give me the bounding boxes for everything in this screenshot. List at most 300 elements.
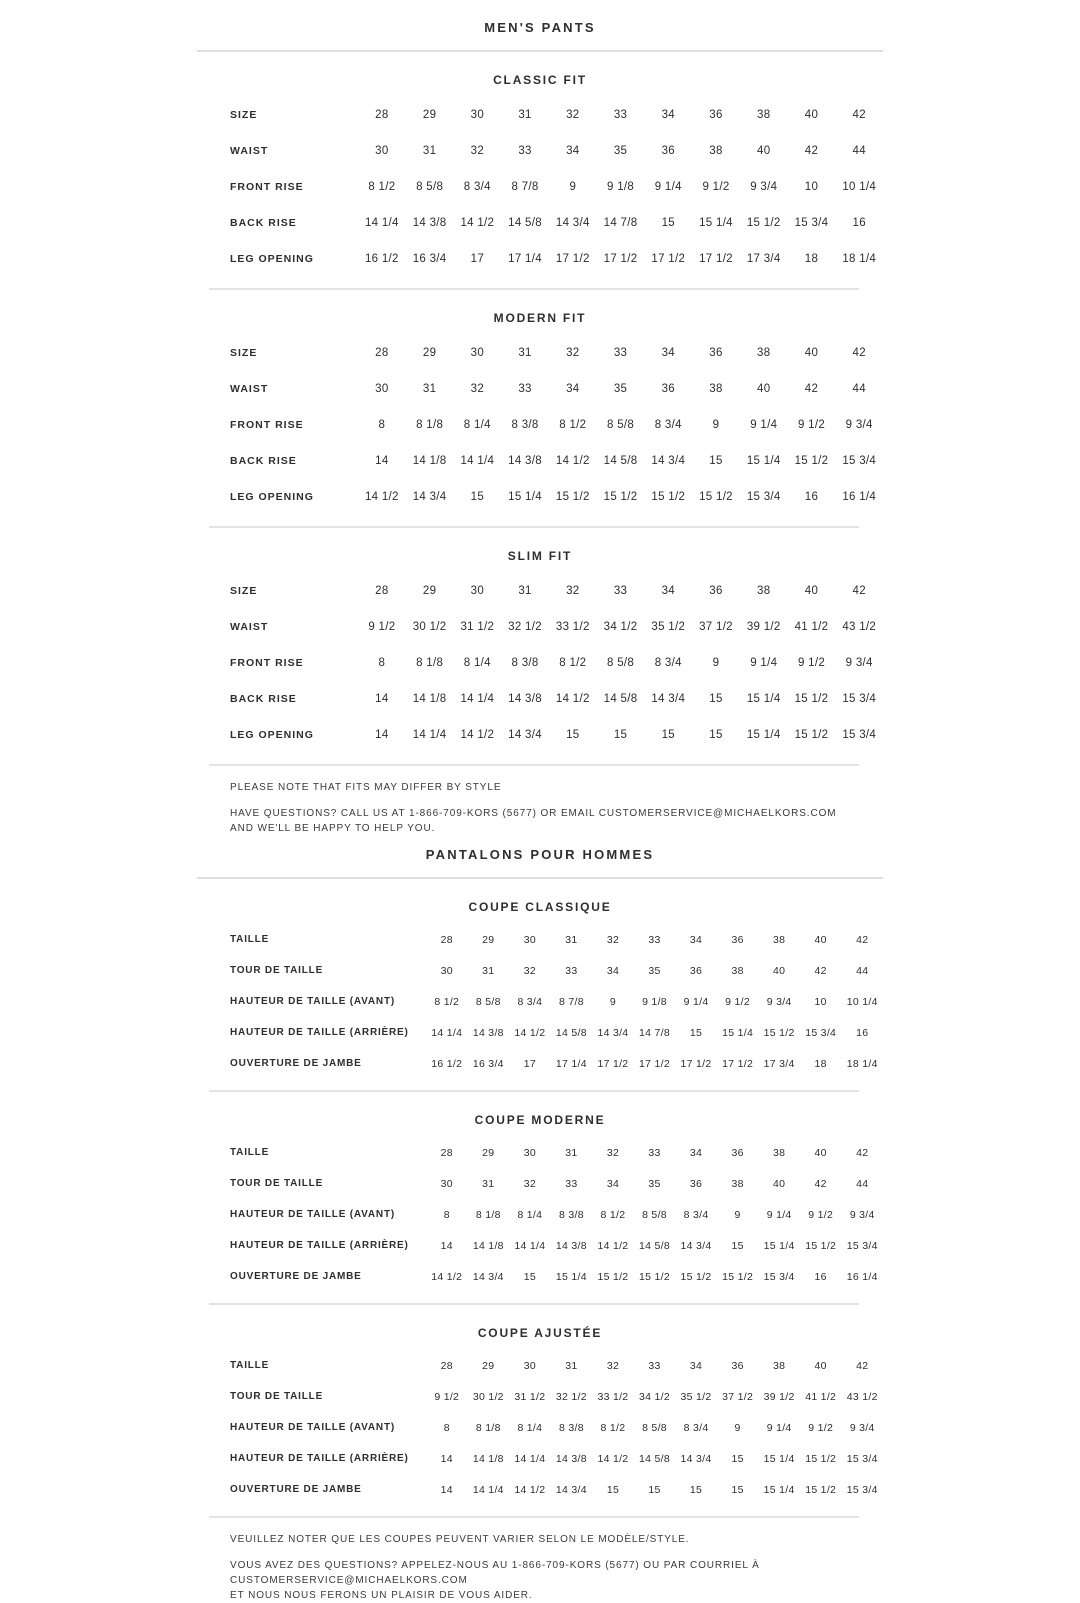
value-cell: 8 5/8 — [607, 657, 635, 669]
value-cell: 34 — [689, 1359, 703, 1372]
table-row-front-rise — [197, 645, 883, 681]
value-cell: 16 3/4 — [412, 253, 447, 265]
value-cell: 10 — [804, 181, 819, 193]
value-cell: 15 1/2 — [639, 1270, 670, 1283]
table-row-size — [197, 97, 883, 133]
value-cell: 15 1/4 — [746, 729, 781, 741]
table-row-taille — [197, 924, 883, 955]
value-cell: 30 — [440, 964, 453, 977]
value-cell: 35 1/2 — [651, 621, 686, 633]
value-cell: 15 — [613, 729, 628, 741]
value-cell: 38 — [757, 347, 771, 359]
value-cell: 37 1/2 — [699, 621, 733, 633]
value-cell: 28 — [440, 933, 453, 946]
value-cell: 14 1/4 — [460, 455, 495, 467]
value-cell: 30 1/2 — [472, 1390, 504, 1403]
value-cell: 17 1/4 — [508, 253, 542, 265]
value-cell: 40 — [804, 585, 819, 597]
value-cell: 14 1/4 — [472, 1483, 504, 1496]
value-cell: 31 1/2 — [460, 621, 495, 633]
value-cell: 8 3/4 — [654, 657, 682, 669]
value-cell: 15 1/2 — [555, 491, 590, 503]
value-cell: 15 — [689, 1483, 703, 1496]
value-cell: 8 1/8 — [416, 657, 444, 669]
value-cell: 15 1/4 — [699, 217, 733, 229]
value-cell: 14 1/2 — [555, 693, 590, 705]
value-cell: 40 — [814, 933, 827, 946]
row-label: BACK RISE — [230, 693, 297, 705]
row-label: HAUTEUR DE TAILLE (ARRIÈRE) — [230, 1240, 409, 1251]
table-row-hauteur-de-taille-avant — [197, 1412, 883, 1443]
value-cell: 15 1/2 — [603, 491, 638, 503]
table-row-hauteur-de-taille-arri-re — [197, 1017, 883, 1048]
value-cell: 10 — [814, 995, 827, 1008]
value-cell: 44 — [852, 383, 866, 395]
value-cell: 35 — [613, 383, 628, 395]
value-cell: 38 — [731, 964, 744, 977]
value-cell: 9 — [712, 419, 720, 431]
value-cell: 8 3/8 — [511, 419, 539, 431]
value-cell: 30 — [375, 145, 389, 157]
fit-note-fr: VEUILLEZ NOTER QUE LES COUPES PEUVENT VARIER SELON LE MODÈLE/STYLE. — [230, 1534, 690, 1545]
value-cell: 16 1/2 — [364, 253, 399, 265]
fit-note-en: PLEASE NOTE THAT FITS MAY DIFFER BY STYLE — [230, 782, 502, 793]
value-cell: 14 1/8 — [412, 693, 447, 705]
row-label: TOUR DE TAILLE — [230, 1391, 324, 1402]
value-cell: 32 — [470, 145, 485, 157]
table-row-ouverture-de-jambe — [197, 1261, 883, 1292]
table-row-leg-opening — [197, 479, 883, 515]
value-cell: 40 — [804, 347, 819, 359]
value-cell: 32 — [606, 933, 620, 946]
size-chart-page — [197, 0, 883, 1603]
value-cell: 17 1/2 — [639, 1057, 670, 1070]
value-cell: 8 5/8 — [607, 419, 635, 431]
value-cell: 34 — [566, 383, 580, 395]
value-cell: 33 — [648, 933, 661, 946]
value-cell: 14 5/8 — [603, 455, 638, 467]
row-label: WAIST — [230, 383, 269, 395]
value-cell: 14 1/2 — [597, 1239, 629, 1252]
table-row-tour-de-taille — [197, 955, 883, 986]
value-cell: 9 1/2 — [808, 1421, 834, 1434]
header-divider-fr — [197, 877, 883, 879]
value-cell: 17 1/2 — [555, 253, 590, 265]
value-cell: 32 — [566, 347, 580, 359]
value-cell: 8 3/8 — [511, 657, 539, 669]
contact-note-fr-line2: ET NOUS NOUS FERONS UN PLAISIR DE VOUS AIDER. — [230, 1590, 533, 1601]
value-cell: 15 3/4 — [805, 1026, 837, 1039]
row-label: FRONT RISE — [230, 657, 304, 669]
table-row-taille — [197, 1137, 883, 1168]
value-cell: 17 1/2 — [651, 253, 686, 265]
value-cell: 14 3/4 — [597, 1026, 629, 1039]
value-cell: 34 — [661, 585, 675, 597]
page-title-fr: PANTALONS POUR HOMMES — [425, 847, 655, 862]
value-cell: 36 — [709, 109, 723, 121]
row-label: TAILLE — [230, 1147, 270, 1158]
value-cell: 33 — [613, 585, 628, 597]
value-cell: 30 — [440, 1177, 453, 1190]
value-cell: 42 — [814, 1177, 827, 1190]
table-row-waist — [197, 133, 883, 169]
table-row-back-rise — [197, 681, 883, 717]
value-cell: 14 5/8 — [639, 1452, 670, 1465]
value-cell: 32 — [606, 1146, 620, 1159]
value-cell: 14 7/8 — [639, 1026, 670, 1039]
value-cell: 29 — [482, 1359, 495, 1372]
value-cell: 14 1/2 — [431, 1270, 463, 1283]
value-cell: 14 — [440, 1239, 453, 1252]
value-cell: 41 1/2 — [805, 1390, 837, 1403]
value-cell: 32 1/2 — [508, 621, 542, 633]
table-row-front-rise — [197, 169, 883, 205]
value-cell: 35 — [613, 145, 628, 157]
value-cell: 14 — [375, 693, 389, 705]
table-row-tour-de-taille — [197, 1168, 883, 1199]
value-cell: 15 — [606, 1483, 620, 1496]
value-cell: 8 — [443, 1208, 450, 1221]
value-cell: 33 — [648, 1146, 661, 1159]
row-label: OUVERTURE DE JAMBE — [230, 1058, 362, 1069]
value-cell: 14 3/4 — [680, 1452, 712, 1465]
value-cell: 14 1/2 — [514, 1483, 546, 1496]
value-cell: 15 1/4 — [763, 1483, 795, 1496]
value-cell: 28 — [375, 347, 389, 359]
value-cell: 8 3/4 — [463, 181, 491, 193]
value-cell: 29 — [482, 1146, 495, 1159]
value-cell: 40 — [814, 1146, 827, 1159]
table-row-hauteur-de-taille-arri-re — [197, 1443, 883, 1474]
fit-section-coupe-moderne — [197, 1113, 883, 1305]
value-cell: 42 — [852, 585, 866, 597]
value-cell: 8 7/8 — [511, 181, 539, 193]
value-cell: 41 1/2 — [794, 621, 829, 633]
value-cell: 15 1/4 — [746, 455, 781, 467]
value-cell: 32 — [523, 1177, 536, 1190]
value-cell: 15 1/2 — [651, 491, 686, 503]
fit-section-modern-fit — [197, 311, 883, 528]
value-cell: 35 1/2 — [680, 1390, 712, 1403]
fit-section-classic-fit — [197, 73, 883, 290]
row-label: SIZE — [230, 109, 258, 121]
value-cell: 31 — [565, 933, 578, 946]
value-cell: 37 1/2 — [722, 1390, 754, 1403]
value-cell: 32 — [606, 1359, 620, 1372]
table-row-waist — [197, 371, 883, 407]
value-cell: 38 — [773, 1146, 786, 1159]
value-cell: 15 — [689, 1026, 703, 1039]
value-cell: 9 1/4 — [654, 181, 682, 193]
row-label: SIZE — [230, 347, 258, 359]
value-cell: 31 — [565, 1146, 578, 1159]
value-cell: 30 — [523, 1146, 536, 1159]
value-cell: 8 5/8 — [475, 995, 501, 1008]
value-cell: 15 1/2 — [794, 693, 829, 705]
row-label: HAUTEUR DE TAILLE (ARRIÈRE) — [230, 1453, 409, 1464]
value-cell: 16 — [852, 217, 866, 229]
value-cell: 15 — [709, 455, 723, 467]
value-cell: 15 — [566, 729, 580, 741]
value-cell: 40 — [773, 1177, 786, 1190]
row-label: LEG OPENING — [230, 491, 314, 503]
row-label: BACK RISE — [230, 455, 297, 467]
value-cell: 15 3/4 — [763, 1270, 795, 1283]
value-cell: 42 — [814, 964, 827, 977]
value-cell: 14 1/8 — [472, 1239, 504, 1252]
section-divider — [209, 1090, 859, 1092]
value-cell: 40 — [814, 1359, 827, 1372]
value-cell: 9 3/4 — [845, 419, 873, 431]
value-cell: 15 3/4 — [846, 1239, 878, 1252]
value-cell: 9 1/2 — [434, 1390, 460, 1403]
value-cell: 31 — [518, 585, 532, 597]
table-row-back-rise — [197, 443, 883, 479]
row-label: OUVERTURE DE JAMBE — [230, 1271, 362, 1282]
value-cell: 33 — [518, 145, 532, 157]
value-cell: 15 1/2 — [805, 1452, 837, 1465]
row-label: HAUTEUR DE TAILLE (AVANT) — [230, 996, 395, 1007]
value-cell: 10 1/4 — [846, 995, 878, 1008]
value-cell: 30 1/2 — [412, 621, 447, 633]
value-cell: 18 1/4 — [842, 253, 877, 265]
value-cell: 8 1/2 — [600, 1208, 626, 1221]
value-cell: 14 1/4 — [460, 693, 495, 705]
value-cell: 33 1/2 — [597, 1390, 629, 1403]
value-cell: 30 — [523, 1359, 536, 1372]
value-cell: 8 1/4 — [463, 657, 491, 669]
value-cell: 9 — [712, 657, 720, 669]
value-cell: 30 — [523, 933, 536, 946]
value-cell: 9 1/2 — [797, 657, 826, 669]
value-cell: 29 — [422, 585, 437, 597]
value-cell: 34 — [566, 145, 580, 157]
value-cell: 15 — [731, 1452, 744, 1465]
value-cell: 8 3/4 — [683, 1421, 709, 1434]
value-cell: 42 — [852, 109, 866, 121]
value-cell: 8 5/8 — [642, 1421, 667, 1434]
value-cell: 42 — [804, 145, 819, 157]
fit-section-title: COUPE AJUSTÉE — [477, 1326, 603, 1340]
value-cell: 15 — [709, 693, 723, 705]
value-cell: 9 — [609, 995, 617, 1008]
value-cell: 9 1/2 — [808, 1208, 834, 1221]
value-cell: 15 — [731, 1239, 744, 1252]
value-cell: 14 1/2 — [460, 729, 495, 741]
value-cell: 15 — [661, 217, 675, 229]
value-cell: 38 — [757, 585, 771, 597]
value-cell: 15 1/2 — [722, 1270, 754, 1283]
fit-section-slim-fit — [197, 549, 883, 766]
value-cell: 9 1/2 — [797, 419, 826, 431]
value-cell: 17 3/4 — [746, 253, 781, 265]
value-cell: 39 1/2 — [746, 621, 781, 633]
value-cell: 15 — [648, 1483, 661, 1496]
fit-section-title: COUPE MODERNE — [474, 1113, 606, 1127]
size-tables-french — [197, 900, 883, 1518]
value-cell: 17 1/2 — [722, 1057, 754, 1070]
value-cell: 30 — [470, 585, 485, 597]
value-cell: 32 — [566, 109, 580, 121]
value-cell: 14 1/2 — [597, 1452, 629, 1465]
value-cell: 9 1/8 — [642, 995, 667, 1008]
value-cell: 15 1/2 — [746, 217, 781, 229]
value-cell: 35 — [648, 964, 661, 977]
value-cell: 14 1/2 — [555, 455, 590, 467]
value-cell: 17 1/4 — [555, 1057, 587, 1070]
value-cell: 14 3/4 — [472, 1270, 504, 1283]
table-row-ouverture-de-jambe — [197, 1048, 883, 1079]
value-cell: 14 3/4 — [680, 1239, 712, 1252]
value-cell: 14 3/4 — [651, 455, 686, 467]
value-cell: 14 3/8 — [555, 1452, 587, 1465]
contact-note-fr — [230, 1558, 883, 1603]
table-row-waist — [197, 609, 883, 645]
value-cell: 8 1/2 — [559, 419, 587, 431]
value-cell: 18 — [804, 253, 819, 265]
value-cell: 32 — [566, 585, 580, 597]
value-cell: 15 1/2 — [794, 729, 829, 741]
value-cell: 17 1/2 — [603, 253, 638, 265]
value-cell: 8 1/4 — [517, 1208, 543, 1221]
value-cell: 9 3/4 — [750, 181, 778, 193]
row-label: TOUR DE TAILLE — [230, 965, 324, 976]
fit-section-coupe-classique — [197, 900, 883, 1092]
value-cell: 8 3/8 — [558, 1208, 584, 1221]
value-cell: 15 1/2 — [794, 455, 829, 467]
notes-english — [197, 766, 883, 836]
value-cell: 17 1/2 — [699, 253, 733, 265]
value-cell: 14 3/4 — [651, 693, 686, 705]
value-cell: 28 — [375, 585, 389, 597]
value-cell: 33 — [648, 1359, 661, 1372]
value-cell: 9 3/4 — [766, 995, 792, 1008]
value-cell: 9 1/2 — [725, 995, 751, 1008]
value-cell: 15 3/4 — [846, 1452, 878, 1465]
value-cell: 42 — [852, 347, 866, 359]
row-label: FRONT RISE — [230, 181, 304, 193]
value-cell: 44 — [856, 964, 869, 977]
value-cell: 42 — [856, 1146, 869, 1159]
value-cell: 36 — [661, 383, 675, 395]
page-title-en: MEN'S PANTS — [484, 20, 596, 35]
table-row-taille — [197, 1350, 883, 1381]
value-cell: 32 1/2 — [555, 1390, 587, 1403]
value-cell: 36 — [731, 1359, 744, 1372]
contact-note-en-line1: HAVE QUESTIONS? CALL US AT 1-866-709-KORS (5677) OR EMAIL CUSTOMERSERVICE@MICHAELKORS.COM — [230, 808, 837, 819]
row-label: HAUTEUR DE TAILLE (ARRIÈRE) — [230, 1027, 409, 1038]
table-row-hauteur-de-taille-arri-re — [197, 1230, 883, 1261]
row-label: LEG OPENING — [230, 253, 314, 265]
value-cell: 43 1/2 — [842, 621, 877, 633]
value-cell: 28 — [375, 109, 389, 121]
row-label: LEG OPENING — [230, 729, 314, 741]
value-cell: 35 — [648, 1177, 661, 1190]
value-cell: 42 — [804, 383, 819, 395]
value-cell: 15 — [523, 1270, 536, 1283]
value-cell: 15 3/4 — [842, 455, 877, 467]
value-cell: 14 5/8 — [603, 693, 638, 705]
value-cell: 39 1/2 — [763, 1390, 795, 1403]
row-label: OUVERTURE DE JAMBE — [230, 1484, 362, 1495]
value-cell: 28 — [440, 1146, 453, 1159]
value-cell: 14 3/8 — [508, 693, 542, 705]
table-row-tour-de-taille — [197, 1381, 883, 1412]
value-cell: 9 — [734, 1421, 741, 1434]
value-cell: 33 — [565, 964, 578, 977]
section-divider — [209, 526, 859, 528]
value-cell: 9 — [734, 1208, 741, 1221]
value-cell: 9 3/4 — [845, 657, 873, 669]
fit-section-title: CLASSIC FIT — [493, 73, 587, 87]
value-cell: 38 — [709, 145, 723, 157]
contact-note-fr-line1: VOUS AVEZ DES QUESTIONS? APPELEZ-NOUS AU 1-866-709-KORS (5677) OU PAR COURRIEL À CUSTOMERSERVICE@MICHAELKORS.COM — [230, 1560, 760, 1586]
value-cell: 16 1/4 — [842, 491, 877, 503]
value-cell: 15 1/2 — [805, 1239, 837, 1252]
value-cell: 32 — [523, 964, 536, 977]
value-cell: 44 — [852, 145, 866, 157]
value-cell: 14 1/2 — [460, 217, 495, 229]
value-cell: 38 — [731, 1177, 744, 1190]
row-label: BACK RISE — [230, 217, 297, 229]
value-cell: 16 1/2 — [431, 1057, 463, 1070]
value-cell: 15 — [709, 729, 723, 741]
value-cell: 14 3/8 — [472, 1026, 504, 1039]
value-cell: 36 — [731, 933, 744, 946]
value-cell: 33 1/2 — [555, 621, 590, 633]
value-cell: 14 1/4 — [431, 1026, 463, 1039]
value-cell: 14 5/8 — [555, 1026, 587, 1039]
value-cell: 34 1/2 — [639, 1390, 670, 1403]
value-cell: 38 — [773, 1359, 786, 1372]
value-cell: 9 1/8 — [607, 181, 635, 193]
value-cell: 9 1/4 — [766, 1421, 792, 1434]
table-row-size — [197, 573, 883, 609]
value-cell: 14 3/8 — [412, 217, 447, 229]
value-cell: 9 1/4 — [766, 1208, 792, 1221]
value-cell: 9 3/4 — [849, 1421, 875, 1434]
value-cell: 31 — [565, 1359, 578, 1372]
value-cell: 40 — [757, 383, 771, 395]
value-cell: 8 5/8 — [416, 181, 444, 193]
table-row-hauteur-de-taille-avant — [197, 986, 883, 1017]
value-cell: 17 1/2 — [597, 1057, 629, 1070]
value-cell: 14 3/4 — [412, 491, 447, 503]
table-row-leg-opening — [197, 717, 883, 753]
value-cell: 16 — [814, 1270, 827, 1283]
value-cell: 8 5/8 — [642, 1208, 667, 1221]
value-cell: 14 3/4 — [555, 1483, 587, 1496]
value-cell: 8 3/4 — [517, 995, 543, 1008]
value-cell: 8 1/2 — [559, 657, 587, 669]
value-cell: 36 — [689, 964, 703, 977]
value-cell: 8 1/8 — [475, 1421, 501, 1434]
value-cell: 30 — [470, 109, 485, 121]
fit-section-title: SLIM FIT — [507, 549, 573, 563]
value-cell: 16 3/4 — [472, 1057, 504, 1070]
value-cell: 8 1/2 — [434, 995, 460, 1008]
table-row-size — [197, 335, 883, 371]
value-cell: 33 — [613, 347, 628, 359]
value-cell: 8 3/8 — [558, 1421, 584, 1434]
value-cell: 8 3/4 — [683, 1208, 709, 1221]
value-cell: 15 1/2 — [699, 491, 733, 503]
value-cell: 8 3/4 — [654, 419, 682, 431]
value-cell: 9 — [569, 181, 577, 193]
value-cell: 14 — [375, 455, 389, 467]
value-cell: 31 — [518, 347, 532, 359]
value-cell: 14 3/4 — [508, 729, 542, 741]
